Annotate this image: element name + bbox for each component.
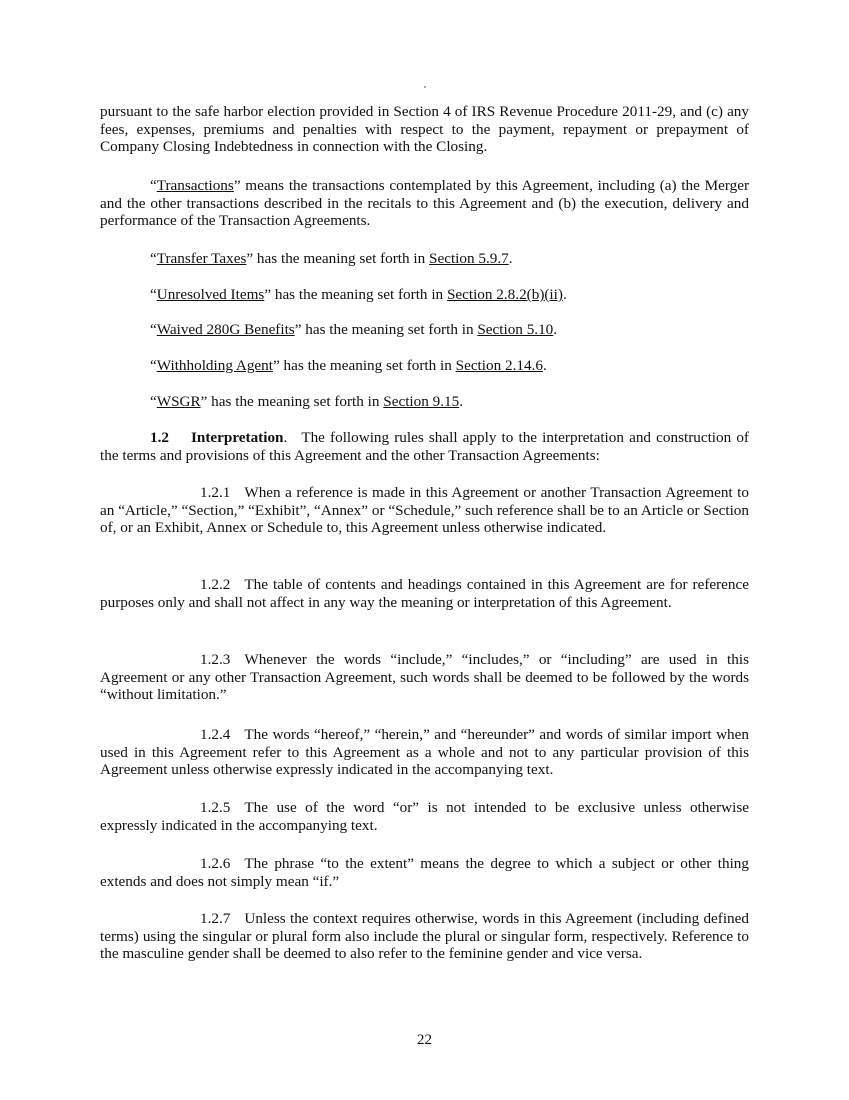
rule-1-2-4 xyxy=(100,726,749,779)
scan-dot xyxy=(424,86,426,88)
definition-waived-280g-benefits: “Waived 280G Benefits” has the meaning set forth in Section 5.10. xyxy=(150,321,558,338)
rule-number: 1.2.7 xyxy=(200,910,231,927)
continuation-paragraph: pursuant to the safe harbor election provided in Section 4 of IRS Revenue Procedure 2011-29, and (c) any fees, expenses, premiums and penalties with respect to the payment, repayment or prepayment of Company Closing Indebtedness in connection with the Closing. xyxy=(100,103,749,156)
defined-term: Transfer Taxes xyxy=(156,250,247,267)
section-reference: Section 5.10 xyxy=(477,321,554,338)
definition-unresolved-items: “Unresolved Items” has the meaning set forth in Section 2.8.2(b)(ii). xyxy=(150,286,567,303)
rule-text: The phrase “to the extent” means the degree to which a subject or other thing extends and does not simply mean “if.” xyxy=(100,855,749,890)
definition-transfer-taxes: “Transfer Taxes” has the meaning set forth in Section 5.9.7. xyxy=(150,250,513,267)
rule-number: 1.2.3 xyxy=(200,651,231,668)
rule-number: 1.2.6 xyxy=(200,855,231,872)
definition-withholding-agent: “Withholding Agent” has the meaning set forth in Section 2.14.6. xyxy=(150,357,547,374)
section-text: The following rules shall apply to the interpretation and construction of the terms and provisions of this Agreement and the other Transaction Agreements: xyxy=(100,429,749,464)
defined-term: Waived 280G Benefits xyxy=(156,321,295,338)
section-reference: Section 2.14.6 xyxy=(455,357,543,374)
rule-text: The table of contents and headings contained in this Agreement are for reference purposes only and shall not affect in any way the meaning or interpretation of this Agreement. xyxy=(100,576,749,611)
rule-text: The use of the word “or” is not intended to be exclusive unless otherwise expressly indicated in the accompanying text. xyxy=(100,799,749,834)
section-number: 1.2 xyxy=(150,429,169,446)
page-number: 22 xyxy=(416,1031,433,1048)
section-reference: Section 9.15 xyxy=(383,393,460,410)
rule-number: 1.2.4 xyxy=(200,726,231,743)
rule-number: 1.2.5 xyxy=(200,799,231,816)
rule-1-2-7 xyxy=(100,910,749,963)
document-page xyxy=(100,0,749,1100)
rule-number: 1.2.1 xyxy=(200,484,231,501)
defined-term: Transactions xyxy=(156,177,234,194)
rule-1-2-2 xyxy=(100,576,749,611)
rule-1-2-5 xyxy=(100,799,749,834)
section-title: Interpretation xyxy=(190,429,284,446)
rule-text: When a reference is made in this Agreement or another Transaction Agreement to an “Article,” “Section,” “Exhibit”, “Annex” or “Schedule,” such reference shall be to an Article or Section of, or an Exhibit, Annex or Schedule to, this Agreement unless otherwise indicated. xyxy=(100,484,749,537)
section-interpretation: 1.2 Interpretation. The following rules shall apply to the interpretation and construction of the terms and provisions of this Agreement and the other Transaction Agreements: xyxy=(100,429,749,464)
definition-transactions: “Transactions” means the transactions contemplated by this Agreement, including (a) the Merger and the other transactions described in the recitals to this Agreement and (b) the execution, delivery and performance of the Transaction Agreements. xyxy=(100,177,749,230)
section-reference: Section 2.8.2(b)(ii) xyxy=(446,286,563,303)
definition-wsgr: “WSGR” has the meaning set forth in Section 9.15. xyxy=(150,393,463,410)
rule-text: The words “hereof,” “herein,” and “hereunder” and words of similar import when used in this Agreement refer to this Agreement as a whole and not to any particular provision of this Agreement unless otherwise expressly indicated in the accompanying text. xyxy=(100,726,749,779)
rule-text: Unless the context requires otherwise, words in this Agreement (including defined terms) using the singular or plural form also include the plural or singular form, respectively. Reference to the masculine gender shall be deemed to also refer to the feminine gender and vice versa. xyxy=(100,910,749,963)
defined-term: Unresolved Items xyxy=(156,286,265,303)
rule-number: 1.2.2 xyxy=(200,576,231,593)
section-reference: Section 5.9.7 xyxy=(429,250,509,267)
rule-text: Whenever the words “include,” “includes,” or “including” are used in this Agreement or any other Transaction Agreement, such words shall be deemed to be followed by the words “without limitation.” xyxy=(100,651,749,704)
rule-1-2-6 xyxy=(100,855,749,890)
rule-1-2-1 xyxy=(100,484,749,537)
defined-term: Withholding Agent xyxy=(156,357,273,374)
rule-1-2-3 xyxy=(100,651,749,704)
defined-term: WSGR xyxy=(156,393,201,410)
